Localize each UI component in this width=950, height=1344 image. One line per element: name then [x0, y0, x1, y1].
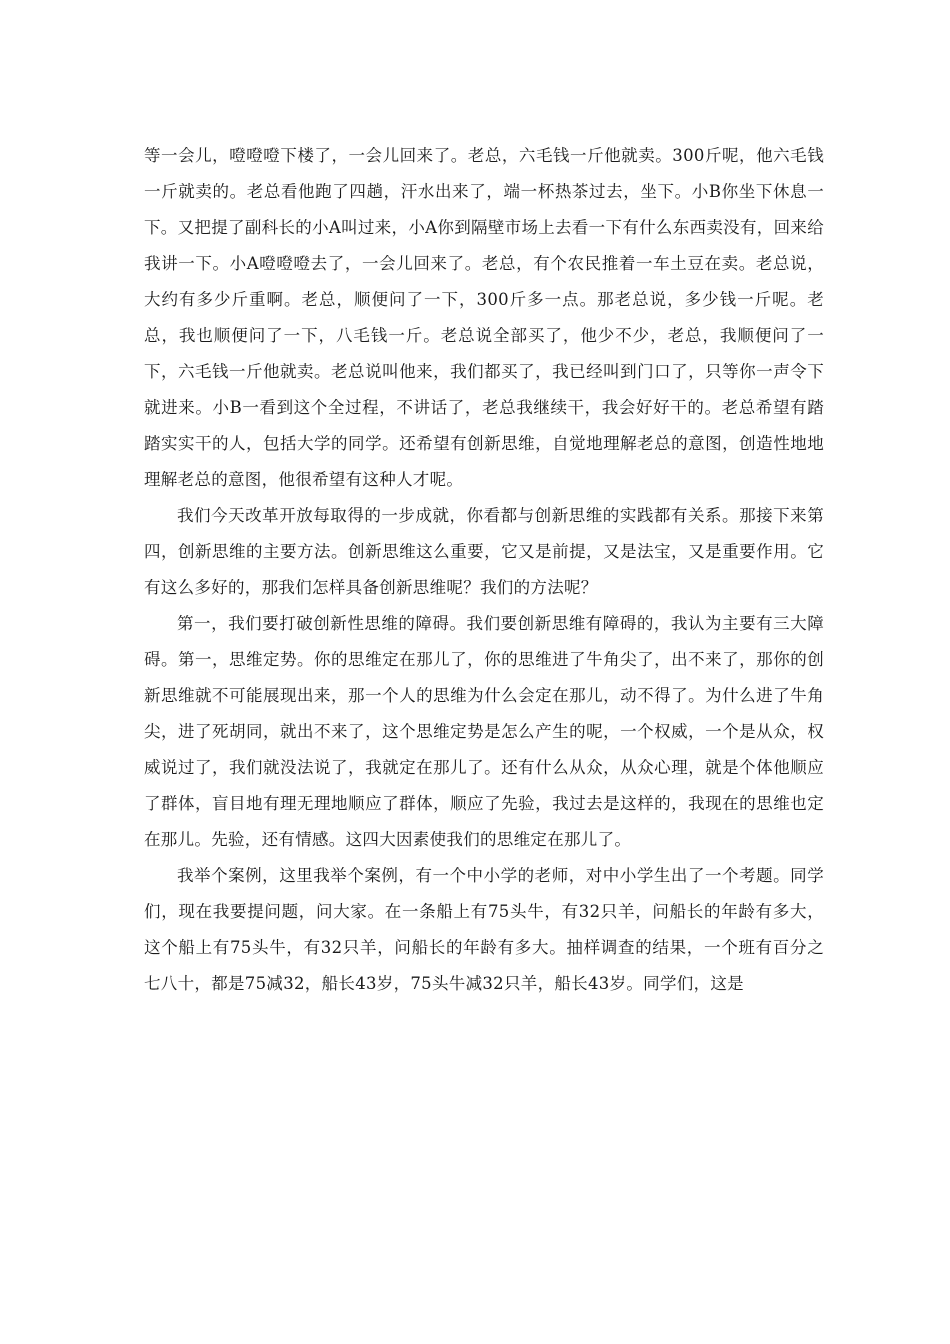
paragraph-1: 等一会儿，噔噔噔下楼了，一会儿回来了。老总，六毛钱一斤他就卖。300斤呢，他六毛钱一斤就卖的。老总看他跑了四趟，汗水出来了，端一杯热茶过去，坐下。小B你坐下休息一下。又把提了副科长的小A叫过来，小A你到隔壁市场上去看一下有什么东西卖没有，回来给我讲一下。小A噔噔噔去了，一会儿回来了。老总，有个农民推着一车土豆在卖。老总说，大约有多少斤重啊。老总，顺便问了一下，300斤多一点。那老总说，多少钱一斤呢。老总，我也顺便问了一下，八毛钱一斤。老总说全部买了，他少不少，老总，我顺便问了一下，六毛钱一斤他就卖。老总说叫他来，我们都买了，我已经叫到门口了，只等你一声令下就进来。小B一看到这个全过程，不讲话了，老总我继续干，我会好好干的。老总希望有踏踏实实干的人，包括大学的同学。还希望有创新思维，自觉地理解老总的意图，创造性地地理解老总的意图，他很希望有这种人才呢。 — [144, 146, 824, 489]
paragraph-3: 第一，我们要打破创新性思维的障碍。我们要创新思维有障碍的，我认为主要有三大障碍。第一，思维定势。你的思维定在那儿了，你的思维进了牛角尖了，出不来了，那你的创新思维就不可能展现出来，那一个人的思维为什么会定在那儿，动不得了。为什么进了牛角尖，进了死胡同，就出不来了，这个思维定势是怎么产生的呢，一个权威，一个是从众，权威说过了，我们就没法说了，我就定在那儿了。还有什么从众，从众心理，就是个体他顺应了群体，盲目地有理无理地顺应了群体，顺应了先验，我过去是这样的，我现在的思维也定在那儿。先验，还有情感。这四大因素使我们的思维定在那儿了。 — [144, 614, 824, 849]
paragraph-4: 我举个案例，这里我举个案例，有一个中小学的老师，对中小学生出了一个考题。同学们，现在我要提问题，问大家。在一条船上有75头牛，有32只羊，问船长的年龄有多大，这个船上有75头牛，有32只羊，问船长的年龄有多大。抽样调查的结果，一个班有百分之七八十，都是75减32，船长43岁，75头牛减32只羊，船长43岁。同学们，这是 — [144, 866, 824, 993]
body-text — [144, 138, 824, 1002]
paragraph-2: 我们今天改革开放每取得的一步成就，你看都与创新思维的实践都有关系。那接下来第四，创新思维的主要方法。创新思维这么重要，它又是前提，又是法宝，又是重要作用。它有这么多好的，那我们怎样具备创新思维呢？我们的方法呢？ — [144, 506, 824, 597]
